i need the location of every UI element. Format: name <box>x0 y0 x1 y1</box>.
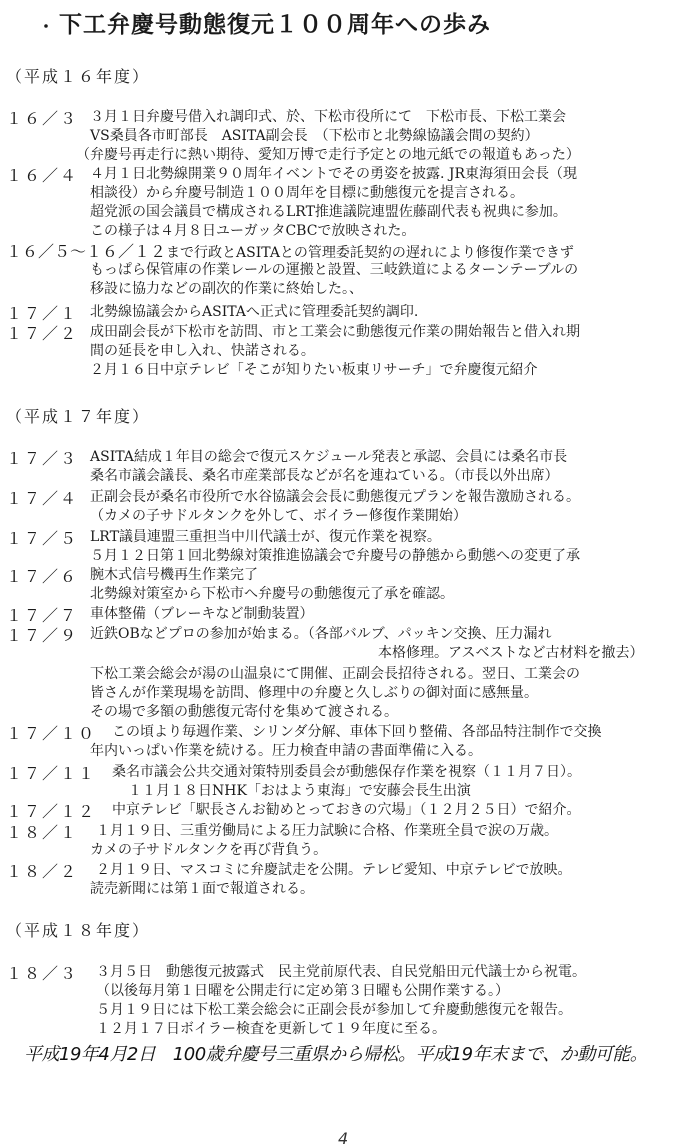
entry-text: 移設に協力などの副次的作業に終始した。、 <box>90 281 363 297</box>
entry-text: ASITA結成１年目の総会で復元スケジュール発表と承認、会員には桑名市長 <box>90 449 568 465</box>
entry-date: １７／２ <box>6 324 79 343</box>
entry-date: １７／５ <box>6 529 79 548</box>
entry-text: ３月１日弁慶号借入れ調印式、於、下松市役所にて 下松市長、下松工業会 <box>90 109 566 125</box>
entry-text: （弁慶号再走行に熱い期待、愛知万博で走行予定との地元紙での報道もあった） <box>76 147 580 163</box>
entry-text: 年内いっぱい作業を続ける。圧力検査申請の書面準備に入る。 <box>90 743 482 759</box>
entry-text: LRT議員連盟三重担当中川代議士が、復元作業を視察。 <box>90 529 441 545</box>
entry-text: 車体整備（ブレーキなど制動装置） <box>90 606 314 622</box>
fiscal-year-heading: （平成１８年度） <box>6 921 151 940</box>
entry-text: 間の延長を申し入れ、快諾される。 <box>90 343 315 359</box>
entry-text: 桑名市議会議長、桑名市産業部長などが名を連ねている。（市長以外出席） <box>90 468 559 484</box>
entry-text: 皆さんが作業現場を訪問、修理中の弁慶と久しぶりの御対面に感無量。 <box>90 685 538 701</box>
entry-text: カメの子サドルタンクを再び背負う。 <box>90 842 328 858</box>
entry-text: 超党派の国会議員で構成されるLRT推進議院連盟佐藤副代表も祝典に参加。 <box>90 204 567 220</box>
entry-text: 読売新聞には第１面で報道される。 <box>90 881 314 897</box>
entry-text: もっぱら保管庫の作業レールの運搬と設置、三岐鉄道によるターンテーブルの <box>90 262 579 278</box>
entry-date: １７／４ <box>6 489 79 508</box>
entry-text: １１月１８日NHK「おはよう東海」で安藤会長生出演 <box>128 783 471 799</box>
entry-date: １７／１ <box>6 304 79 323</box>
entry-text: この頃より毎週作業、シリンダ分解、車体下回り整備、各部品特注制作で交換 <box>112 724 602 740</box>
entry-date: １７／９ <box>6 626 79 645</box>
entry-text: 腕木式信号機再生作業完了 <box>90 567 258 583</box>
entry-date: １８／２ <box>6 862 79 881</box>
fiscal-year-heading: （平成１６年度） <box>6 67 151 86</box>
entry-date: １７／１２ <box>6 802 97 821</box>
entry-text: 近鉄OBなどプロの参加が始まる。（各部バルブ、パッキン交換、圧力漏れ <box>90 626 552 642</box>
entry-text: その場で多額の動態復元寄付を集めて渡される。 <box>90 704 398 720</box>
entry-text: （以後毎月第１日曜を公開走行に定め第３日曜も公開作業する。） <box>96 983 509 999</box>
entry-date: １６／３ <box>6 109 79 128</box>
entry-text: ２月１９日、マスコミに弁慶試走を公開。テレビ愛知、中京テレビで放映。 <box>96 862 572 878</box>
entry-date: １６／４ <box>6 166 79 185</box>
entry-date-range: １６／５〜１６／１２ <box>6 242 167 261</box>
entry-text: （カメの子サドルタンクを外して、ボイラー修復作業開始） <box>90 508 467 524</box>
entry-text: この様子は４月８日ユーガッタCBCで放映された。 <box>90 223 416 239</box>
entry-date: １７／１１ <box>6 764 97 783</box>
entry-text: 正副会長が桑名市役所で水谷協議会会長に動態復元プランを報告激励される。 <box>90 489 580 505</box>
entry-text: ５月１９日には下松工業会総会に正副会長が参加して弁慶動態復元を報告。 <box>96 1002 572 1018</box>
entry-text: 相談役）から弁慶号制造１００周年を目標に動態復元を提言される。 <box>90 185 524 201</box>
title-text: 下工弁慶号動態復元１００周年への歩み <box>59 11 492 38</box>
entry-text: 桑名市議会公共交通対策特別委員会が動態保存作業を視察（１１月７日）。 <box>112 764 581 780</box>
entry-text: 北勢線対策室から下松市へ弁慶号の動態復元了承を確認。 <box>90 586 454 602</box>
handwritten-note: 平成19年4月2日 100歳弁慶号三重県から帰松。平成19年末まで、か動可能。 <box>24 1044 648 1065</box>
entry-date: １７／１０ <box>6 724 97 743</box>
entry-text: VS桑員各市町部長 ASITA副会長 （下松市と北勢線協議会間の契約） <box>90 128 539 144</box>
entry-text: ５月１２日第１回北勢線対策推進協議会で弁慶号の静態から動態への変更了承 <box>90 548 580 564</box>
page-title <box>38 6 678 39</box>
entry-date: １７／７ <box>6 606 79 625</box>
page-number: 4 <box>338 1129 349 1148</box>
entry-text: 北勢線協議会からASITAへ正式に管理委託契約調印. <box>90 304 419 320</box>
entry-text: １月１９日、三重労働局による圧力試験に合格、作業班全員で涙の万歳。 <box>96 823 558 839</box>
entry-text: 成田副会長が下松市を訪問、市と工業会に動態復元作業の開始報告と借入れ期 <box>90 324 580 340</box>
entry-text: 中京テレビ「駅長さんお勧めとっておきの穴場」（１２月２５日）で紹介。 <box>112 802 581 818</box>
entry-date <box>6 242 574 263</box>
entry-text: ４月１日北勢線開業９０周年イベントでその勇姿を披露. JR東海須田会長（現 <box>90 166 578 182</box>
fiscal-year-heading: （平成１７年度） <box>6 407 151 426</box>
entry-date: １７／３ <box>6 449 79 468</box>
entry-text: 本格修理。アスベストなど古材料を撤去） <box>378 645 644 661</box>
entry-text: まで行政とASITAとの管理委託契約の遅れにより修復作業できず <box>166 245 574 261</box>
entry-text: １２月１７日ボイラー検査を更新して１９年度に至る。 <box>96 1021 446 1037</box>
entry-date: １８／１ <box>6 823 79 842</box>
entry-date: １７／６ <box>6 567 79 586</box>
entry-text: ３月５日 動態復元披露式 民主党前原代表、自民党船田元代議士から祝電。 <box>96 964 586 980</box>
entry-text: ２月１６日中京テレビ「そこが知りたい板東リサーチ」で弁慶復元紹介 <box>90 362 538 378</box>
title-bullet: ・ <box>38 17 56 36</box>
entry-text: 下松工業会総会が湯の山温泉にて開催、正副会長招待される。翌日、工業会の <box>90 666 580 682</box>
entry-date: １８／３ <box>6 964 79 983</box>
